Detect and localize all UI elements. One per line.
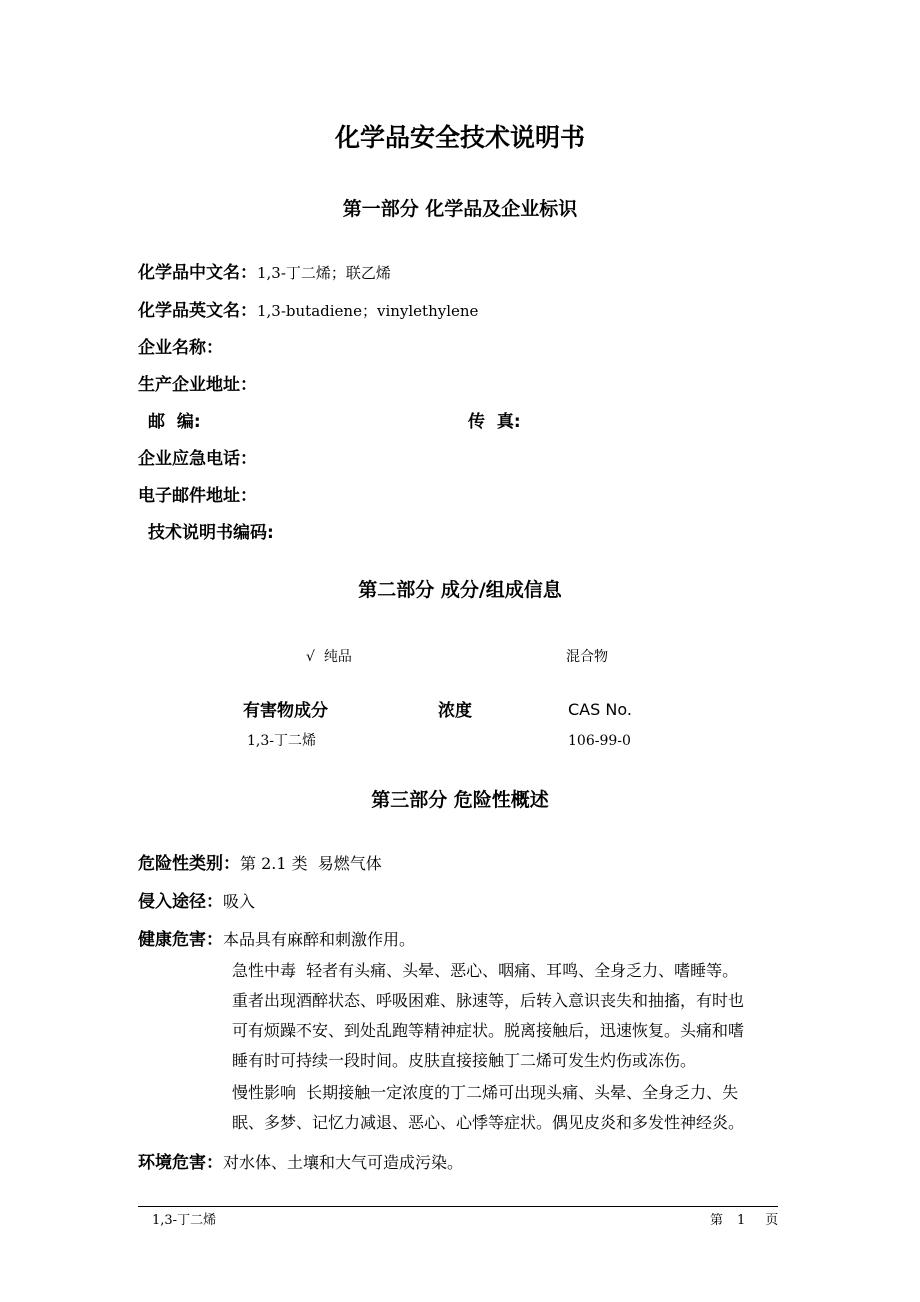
hazard-class-value: 第 2.1 类 易燃气体 [240,854,382,873]
en-name-row [138,296,478,321]
footer-page-number [710,1209,778,1228]
hazard-class-row [138,849,382,874]
mixture-option: 混合物 [566,649,608,665]
table-header-concentration: 浓度 [438,701,472,721]
health-label: 健康危害： [138,930,223,950]
env-value: 对水体、土壤和大气可造成污染。 [223,1153,464,1172]
spec-code-label: 技术说明书编码: [148,523,274,543]
route-row [138,887,255,912]
table-cell-component: 1,3-丁二烯 [247,733,316,749]
document-title: 化学品安全技术说明书 [334,123,585,152]
health-line-3: 可有烦躁不安、到处乱跑等精神症状。脱离接触后，迅速恢复。头痛和嗜 [232,1021,745,1040]
health-line-5: 慢性影响 长期接触一定浓度的丁二烯可出现头痛、头晕、全身乏力、失 [232,1083,739,1102]
company-label: 企业名称： [138,338,223,358]
emergency-phone-label: 企业应急电话： [138,449,257,469]
en-name-value: 1,3-butadiene；vinylethylene [257,302,479,320]
cn-name-row [138,258,391,283]
env-row [138,1148,463,1173]
hazard-class-label: 危险性类别： [138,854,240,874]
health-line-0: 本品具有麻醉和刺激作用。 [223,930,416,949]
address-label: 生产企业地址： [138,375,257,395]
part3-heading: 第三部分 危险性概述 [371,789,549,811]
postcode-label: 邮 编: [148,412,201,432]
footer-page-suffix: 页 [765,1213,779,1228]
route-value: 吸入 [223,892,256,911]
env-label: 环境危害： [138,1153,223,1173]
pure-option: √ 纯品 [306,649,352,665]
table-header-component: 有害物成分 [243,701,328,721]
footer-page-prefix: 第 [710,1213,724,1228]
table-header-cas: CAS No. [568,700,632,719]
email-label: 电子邮件地址： [138,486,257,506]
footer-page-value: 1 [737,1213,746,1228]
health-line-1: 急性中毒 轻者有头痛、头晕、恶心、咽痛、耳鸣、全身乏力、嗜睡等。 [232,961,739,980]
health-line-2: 重者出现酒醉状态、呼吸困难、脉速等，后转入意识丧失和抽搐，有时也 [232,991,745,1010]
table-cell-cas: 106-99-0 [568,733,631,749]
part2-heading: 第二部分 成分/组成信息 [358,579,562,601]
footer-divider [138,1206,778,1207]
health-row [138,925,415,950]
part1-heading: 第一部分 化学品及企业标识 [342,198,578,220]
fax-label: 传 真: [468,412,521,432]
en-name-label: 化学品英文名： [138,301,257,321]
health-line-6: 眠、多梦、记忆力减退、恶心、心悸等症状。偶见皮炎和多发性神经炎。 [232,1113,745,1132]
footer-product-name: 1,3-丁二烯 [152,1213,217,1228]
health-line-4: 睡有时可持续一段时间。皮肤直接接触丁二烯可发生灼伤或冻伤。 [232,1051,697,1070]
cn-name-value: 1,3-丁二烯；联乙烯 [257,264,391,282]
route-label: 侵入途径： [138,892,223,912]
cn-name-label: 化学品中文名： [138,263,257,283]
